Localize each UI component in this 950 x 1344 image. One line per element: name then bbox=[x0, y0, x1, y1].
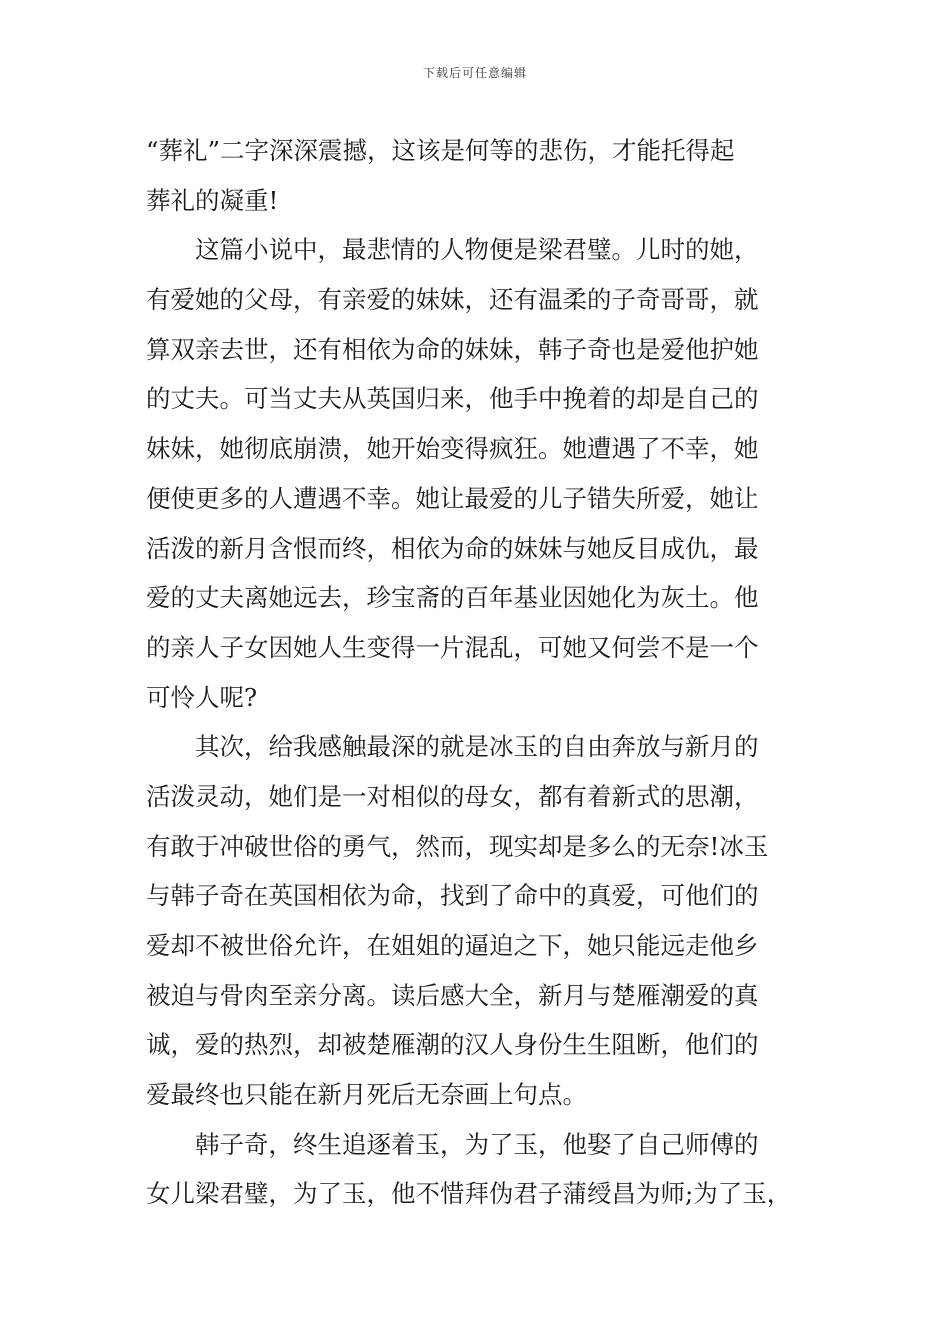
text-line: 妹妹，她彻底崩溃，她开始变得疯狂。她遭遇了不幸，她 bbox=[146, 434, 759, 464]
text-line: 活泼的新月含恨而终，相依为命的妹妹与她反目成仇，最 bbox=[146, 533, 759, 563]
text-line: 爱最终也只能在新月死后无奈画上句点。 bbox=[146, 1080, 587, 1110]
body-text bbox=[146, 126, 826, 1219]
text-line: 葬礼的凝重! bbox=[146, 185, 279, 215]
text-line: 有爱她的父母，有亲爱的妹妹，还有温柔的子奇哥哥，就 bbox=[146, 285, 759, 315]
paragraph-start-line: 其次，给我感触最深的就是冰玉的自由奔放与新月的 bbox=[195, 732, 759, 762]
text-line: 算双亲去世，还有相依为命的妹妹，韩子奇也是爱他护她 bbox=[146, 334, 759, 364]
text-line: 的亲人子女因她人生变得一片混乱，可她又何尝不是一个 bbox=[146, 632, 759, 662]
page-header: 下载后可任意编辑 bbox=[422, 66, 527, 80]
text-line: 女儿梁君璧，为了玉，他不惜拜伪君子蒲绶昌为师;为了玉， bbox=[146, 1179, 792, 1209]
text-line: 爱的丈夫离她远去，珍宝斋的百年基业因她化为灰土。他 bbox=[146, 583, 759, 613]
paragraph-start-line: 韩子奇，终生追逐着玉，为了玉，他娶了自己师傅的 bbox=[195, 1129, 759, 1159]
text-line: 有敢于冲破世俗的勇气，然而，现实却是多么的无奈!冰玉 bbox=[146, 831, 769, 861]
text-line: 爱却不被世俗允许，在姐姐的逼迫之下，她只能远走他乡 bbox=[146, 931, 759, 960]
text-line: “葬礼”二字深深震撼，这该是何等的悲伤，才能托得起 bbox=[146, 136, 735, 165]
paragraph-start-line: 这篇小说中，最悲情的人物便是梁君璧。儿时的她， bbox=[195, 235, 759, 265]
text-line: 可怜人呢? bbox=[146, 682, 258, 712]
text-line: 被迫与骨肉至亲分离。读后感大全，新月与楚雁潮爱的真 bbox=[146, 980, 759, 1010]
text-line: 诚，爱的热烈，却被楚雁潮的汉人身份生生阻断，他们的 bbox=[146, 1030, 759, 1060]
text-line: 与韩子奇在英国相依为命，找到了命中的真爱，可他们的 bbox=[146, 881, 759, 911]
text-line: 的丈夫。可当丈夫从英国归来，他手中挽着的却是自己的 bbox=[146, 384, 759, 414]
text-line: 活泼灵动，她们是一对相似的母女，都有着新式的思潮， bbox=[146, 781, 759, 811]
text-line: 便使更多的人遭遇不幸。她让最爱的儿子错失所爱，她让 bbox=[146, 483, 759, 513]
